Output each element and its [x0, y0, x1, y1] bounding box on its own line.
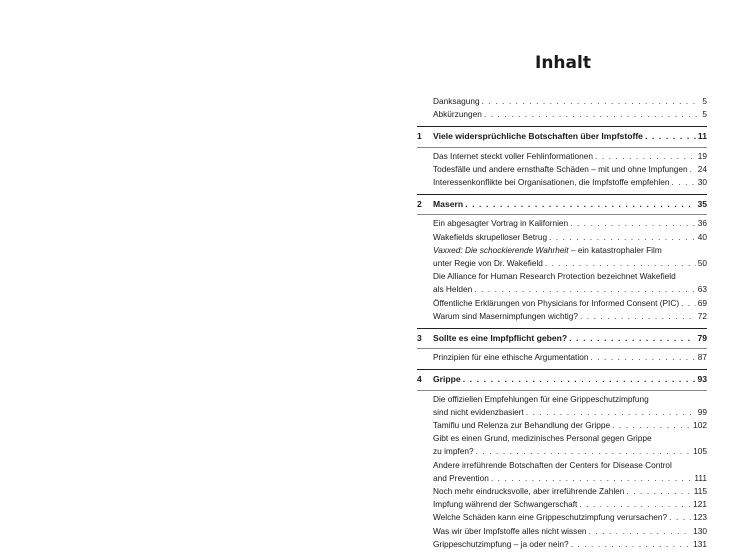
leader-dots [482, 95, 701, 108]
leader-dots [526, 406, 696, 419]
leader-dots [463, 373, 696, 386]
toc-entry-line: Andere irreführende Botschaften der Centers for Disease Control [433, 459, 672, 470]
toc-entry-text: Das Internet steckt voller Fehlinformationen [433, 150, 594, 161]
toc-page-number: 5 [702, 109, 707, 120]
toc-page-number: 5 [702, 96, 707, 106]
chapter-number: 2 [417, 199, 422, 210]
chapter-heading[interactable] [417, 130, 707, 147]
front-matter [417, 95, 707, 121]
toc-entry-text: Was wir über Impfstoffe alles nicht wissen [433, 525, 587, 536]
toc-entry-text: Noch mehr eindrucksvolle, aber irreführende Zahlen [433, 486, 625, 497]
chapter-heading[interactable] [417, 198, 707, 215]
chapter-number: 1 [417, 131, 422, 142]
toc-page-number: 111 [694, 472, 707, 483]
toc-entry[interactable] [417, 525, 707, 538]
chapter-heading[interactable] [417, 332, 707, 349]
toc-entry-text: Warum sind Masernimpfungen wichtig? [433, 310, 578, 321]
toc-entry[interactable] [417, 217, 707, 230]
toc-entry[interactable] [417, 297, 707, 310]
toc-page-number: 130 [693, 525, 707, 536]
toc-entry-text: Todesfälle und andere ernsthafte Schäden – mit und ohne Impfungen [433, 163, 688, 174]
chapter-title: Viele widersprüchliche Botschaften über Impfstoffe [433, 131, 643, 142]
toc-entry[interactable] [417, 310, 707, 323]
chapter-heading[interactable] [417, 373, 707, 390]
leader-dots [595, 150, 696, 163]
toc-page-number: 105 [693, 446, 707, 457]
toc-entry[interactable] [417, 472, 707, 485]
chapter-section [417, 126, 707, 189]
toc-entry[interactable] [417, 163, 707, 176]
chapter-section [417, 369, 707, 551]
toc-entry[interactable] [417, 538, 707, 551]
toc-entry-text: Impfung während der Schwangerschaft [433, 499, 578, 510]
leader-dots [589, 525, 692, 538]
toc-page-number: 19 [697, 150, 707, 161]
toc-page-number: 87 [697, 352, 707, 363]
chapter-number: 4 [417, 374, 422, 385]
toc-page-number: 72 [697, 310, 707, 321]
toc-entry-text: Ein abgesagter Vortrag in Kalifornien [433, 218, 569, 229]
toc-entry-text: Abkürzungen [433, 109, 482, 120]
toc-page-number: 121 [693, 499, 707, 510]
toc-page-number: 30 [697, 177, 707, 188]
toc-entry[interactable] [417, 257, 707, 270]
toc-page-number: 131 [693, 538, 707, 549]
toc-entry[interactable] [417, 445, 707, 458]
leader-dots [484, 108, 700, 121]
leader-dots [626, 485, 691, 498]
toc-page-number: 11 [697, 131, 707, 142]
toc-entry-text: zu impfen? [433, 446, 474, 457]
toc-entry-text: als Helden [433, 284, 473, 295]
toc-page-number: 69 [697, 297, 707, 308]
toc-entry[interactable] [417, 283, 707, 296]
toc-entry-text: and Prevention [433, 472, 489, 483]
chapter-section [417, 328, 707, 364]
toc-entry[interactable] [417, 351, 707, 364]
toc-page-number: 99 [697, 406, 707, 417]
toc-page-number: 93 [697, 374, 707, 385]
toc-page-number: 40 [697, 231, 707, 242]
leader-dots [669, 511, 691, 524]
toc-page-number: 50 [697, 258, 707, 269]
toc-entry-text: Interessenkonflikte bei Organisationen, die Impfstoffe empfehlen [433, 177, 670, 188]
leader-dots [571, 538, 692, 551]
table-of-contents [417, 95, 707, 551]
leader-dots [645, 130, 696, 143]
chapter-section [417, 194, 707, 323]
leader-dots [476, 445, 692, 458]
toc-entry[interactable] [417, 231, 707, 244]
toc-entry-line: Die Alliance for Human Research Protection bezeichnet Wakefield [433, 271, 676, 282]
toc-page-number: 35 [697, 199, 707, 210]
toc-entry[interactable] [417, 511, 707, 524]
toc-entry-text: Tamiflu und Relenza zur Behandlung der Grippe [433, 420, 611, 431]
toc-page-number: 123 [693, 512, 707, 523]
chapter-number: 3 [417, 333, 422, 344]
chapter-title: Sollte es eine Impfpflicht geben? [433, 333, 568, 344]
leader-dots [612, 419, 691, 432]
toc-entry-text: Wakefields skrupelloser Betrug [433, 231, 548, 242]
toc-entry-text: Öffentliche Erklärungen von Physicians for Informed Consent (PIC) [433, 297, 680, 308]
toc-entry-text: Welche Schäden kann eine Grippeschutzimpfung verursachen? [433, 512, 668, 523]
toc-entry[interactable] [417, 485, 707, 498]
toc-page-number: 115 [693, 486, 707, 497]
leader-dots [681, 297, 696, 310]
toc-page-number: 102 [693, 420, 707, 431]
toc-entry-line: Die offiziellen Empfehlungen für eine Grippeschutzimpfung [433, 393, 649, 404]
leader-dots [474, 283, 696, 296]
toc-entry[interactable] [417, 150, 707, 163]
toc-entry-line: Gibt es einen Grund, medizinisches Personal gegen Grippe [433, 433, 652, 444]
toc-page-number: 24 [697, 163, 707, 174]
leader-dots [569, 332, 695, 345]
toc-entry[interactable] [417, 498, 707, 511]
toc-entry[interactable] [417, 95, 707, 108]
leader-dots [671, 176, 695, 189]
toc-entry-text: Prinzipien für eine ethische Argumentation [433, 352, 589, 363]
chapter-title: Grippe [433, 374, 461, 385]
toc-entry-text: unter Regie von Dr. Wakefield [433, 258, 543, 269]
leader-dots [580, 310, 696, 323]
toc-entry[interactable] [417, 406, 707, 419]
leader-dots [690, 163, 696, 176]
toc-entry[interactable] [417, 176, 707, 189]
toc-page-number: 79 [697, 333, 707, 344]
toc-entry-italic-title: Vaxxed: Die schockierende Wahrheit [433, 244, 569, 255]
leader-dots [465, 198, 695, 211]
toc-entry[interactable] [417, 419, 707, 432]
toc-entry-line: Vaxxed: Die schockierende Wahrheit – ein katastrophaler Film [433, 244, 662, 255]
toc-entry-text: Grippeschutzimpfung – ja oder nein? [433, 538, 569, 549]
leader-dots [590, 351, 695, 364]
toc-entry[interactable] [417, 108, 707, 121]
toc-entry-text: Danksagung [433, 96, 480, 106]
chapter-title: Masern [433, 199, 464, 210]
leader-dots [491, 472, 693, 485]
toc-entry-text: sind nicht evidenzbasiert [433, 406, 524, 417]
leader-dots [545, 257, 696, 270]
leader-dots [579, 498, 691, 511]
toc-page-number: 36 [697, 218, 707, 229]
leader-dots [570, 217, 696, 230]
toc-page-number: 63 [697, 284, 707, 295]
leader-dots [549, 231, 696, 244]
